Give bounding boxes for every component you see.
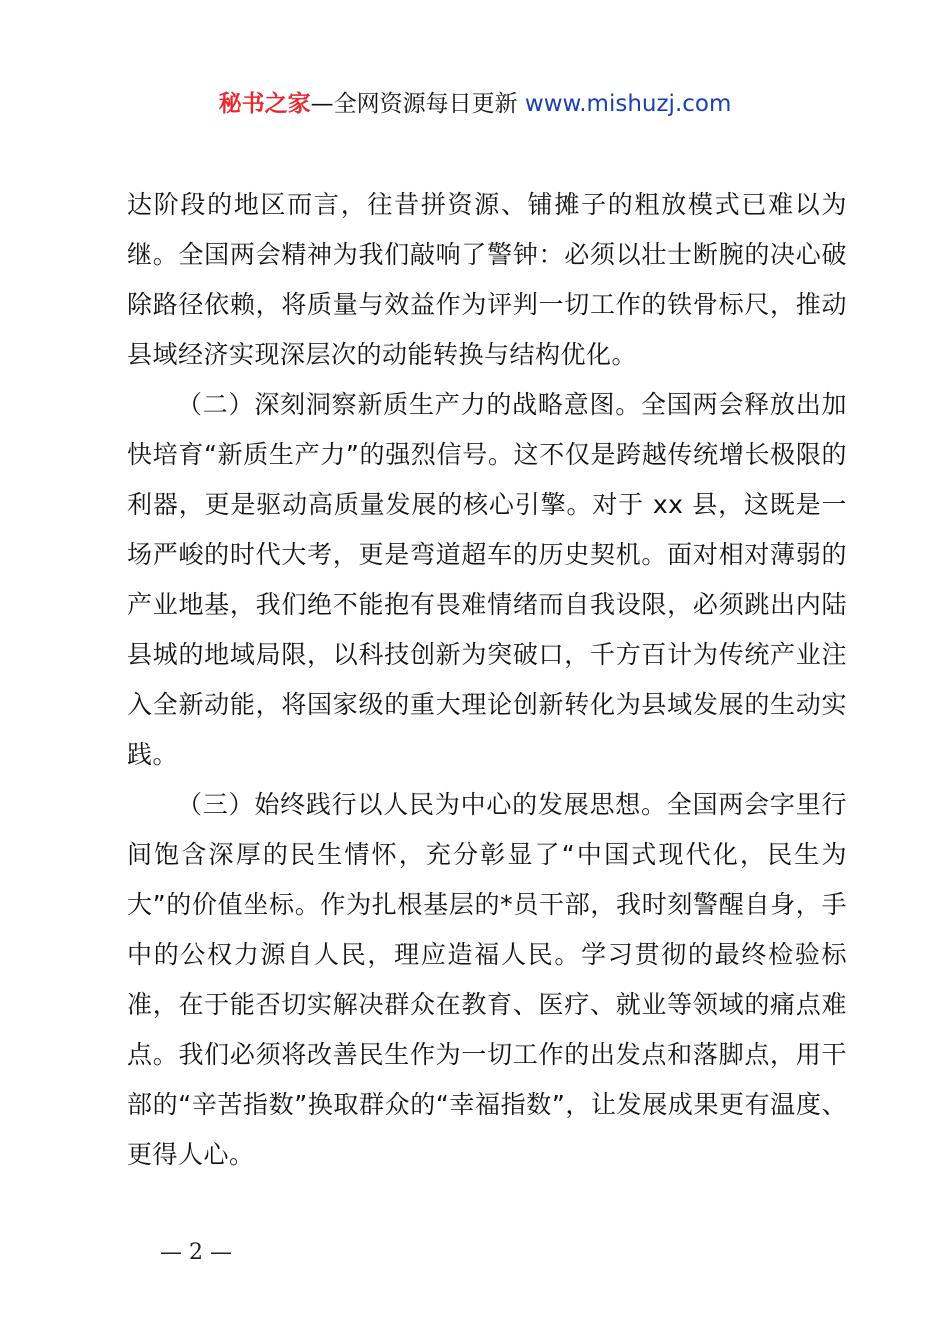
header-tagline: —全网资源每日更新 [310, 91, 518, 117]
paragraph-section-two: （二）深刻洞察新质生产力的战略意图。全国两会释放出加快培育“新质生产力”的强烈信号。这不仅是跨越传统增长极限的利器，更是驱动高质量发展的核心引擎。对于 xx 县，这既是一场严峻的时代大考，更是弯道超车的历史契机。面对相对薄弱的产业地基，我们绝不能抱有畏难情绪而自我设限，必须跳出内陆县城的地域局限，以科技创新为突破口，千方百计为传统产业注入全新动能，将国家级的重大理论创新转化为县域发展的生动实践。 [127, 390, 847, 769]
brand-name: 秘书之家 [218, 91, 311, 117]
paragraph-section-three: （三）始终践行以人民为中心的发展思想。全国两会字里行间饱含深厚的民生情怀，充分彰显了“中国式现代化，民生为大”的价值坐标。作为扎根基层的*员干部，我时刻警醒自身，手中的公权力源自人民，理应造福人民。学习贯彻的最终检验标准，在于能否切实解决群众在教育、医疗、就业等领域的痛点难点。我们必须将改善民生作为一切工作的出发点和落脚点，用干部的“辛苦指数”换取群众的“幸福指数”，让发展成果更有温度、更得人心。 [127, 790, 847, 1169]
page-number: — 2 — [160, 1240, 232, 1265]
site-header [0, 86, 950, 122]
paragraph-continuation: 达阶段的地区而言，往昔拼资源、铺摊子的粗放模式已难以为继。全国两会精神为我们敲响了警钟：必须以壮士断腕的决心破除路径依赖，将质量与效益作为评判一切工作的铁骨标尺，推动县域经济实现深层次的动能转换与结构优化。 [127, 190, 847, 369]
site-url-link[interactable]: www.mishuzj.com [524, 91, 732, 117]
document-body [127, 180, 847, 1180]
